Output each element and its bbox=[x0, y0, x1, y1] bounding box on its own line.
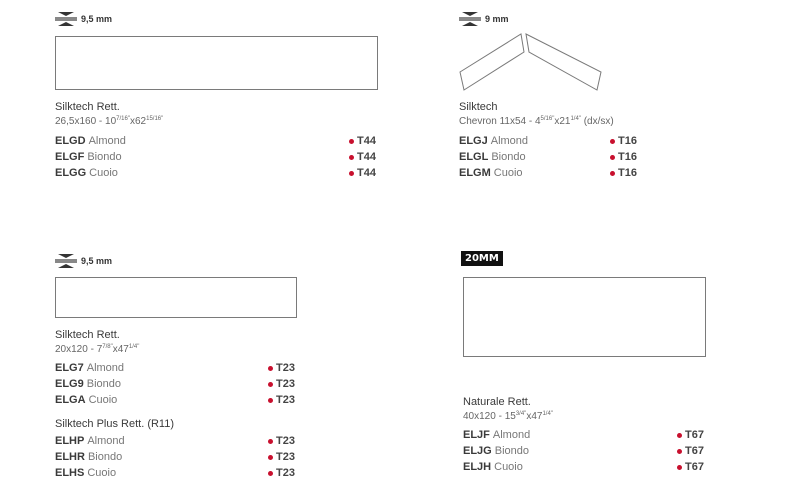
tile-rectangle bbox=[463, 277, 706, 357]
product-dimensions: $20x120 - 7^{7/8"}x47^{1/4"}$ bbox=[55, 344, 140, 355]
red-dot-icon bbox=[349, 155, 354, 160]
finish-code: T23 bbox=[268, 392, 295, 408]
red-dot-icon bbox=[268, 382, 273, 387]
thickness-indicator bbox=[55, 253, 112, 269]
red-dot-icon bbox=[677, 465, 682, 470]
tile-rectangle bbox=[55, 36, 378, 90]
product-title: Silktech Plus Rett. (R11) bbox=[55, 418, 175, 430]
list-item: ELGL Biondo bbox=[459, 151, 526, 163]
red-dot-icon bbox=[268, 471, 273, 476]
finish-code: T44 bbox=[349, 149, 376, 165]
product-dimensions: Chevron $11x54 - 4^{5/16"}x21^{1/4"}$ (dx/sx) bbox=[459, 116, 614, 127]
list-item: ELG9 Biondo bbox=[55, 378, 121, 390]
finish-code: T23 bbox=[268, 449, 295, 465]
red-dot-icon bbox=[268, 455, 273, 460]
red-dot-icon bbox=[677, 449, 682, 454]
product-title: Silktech Rett. bbox=[55, 101, 120, 113]
thickness-icon bbox=[55, 253, 77, 269]
red-dot-icon bbox=[677, 433, 682, 438]
red-dot-icon bbox=[268, 439, 273, 444]
list-item: ELGG Cuoio bbox=[55, 167, 118, 179]
finish-code: T67 bbox=[677, 427, 704, 443]
finish-code: T44 bbox=[349, 165, 376, 181]
list-item: ELGM Cuoio bbox=[459, 167, 523, 179]
red-dot-icon bbox=[268, 398, 273, 403]
list-item: ELGA Cuoio bbox=[55, 394, 118, 406]
red-dot-icon bbox=[268, 366, 273, 371]
thickness-icon bbox=[459, 11, 481, 27]
thickness-label: 9,5 mm bbox=[81, 14, 113, 24]
red-dot-icon bbox=[349, 171, 354, 176]
list-item: ELJH Cuoio bbox=[463, 461, 523, 473]
thickness-indicator bbox=[459, 11, 509, 27]
list-item: ELG7 Almond bbox=[55, 362, 125, 374]
list-item: ELGF Biondo bbox=[55, 151, 122, 163]
list-item: ELHP Almond bbox=[55, 435, 125, 447]
product-title: Silktech Rett. bbox=[55, 329, 120, 341]
list-item: ELJF Almond bbox=[463, 429, 531, 441]
list-item: ELGD Almond bbox=[55, 135, 126, 147]
finish-code: T23 bbox=[268, 360, 295, 376]
finish-code: T16 bbox=[610, 149, 637, 165]
list-item: ELHS Cuoio bbox=[55, 467, 117, 479]
red-dot-icon bbox=[610, 139, 615, 144]
finish-code: T44 bbox=[349, 133, 376, 149]
list-item: ELHR Biondo bbox=[55, 451, 123, 463]
thickness-badge: 20MM bbox=[461, 251, 503, 266]
list-item: ELJG Biondo bbox=[463, 445, 529, 457]
finish-code: T67 bbox=[677, 459, 704, 475]
thickness-label: 9 mm bbox=[485, 14, 509, 24]
chevron-tile-icon bbox=[456, 30, 606, 94]
red-dot-icon bbox=[610, 155, 615, 160]
thickness-indicator bbox=[55, 11, 112, 27]
finish-code: T16 bbox=[610, 133, 637, 149]
finish-code: T16 bbox=[610, 165, 637, 181]
finish-code: T23 bbox=[268, 433, 295, 449]
thickness-label: 9,5 mm bbox=[81, 256, 113, 266]
product-dimensions: $26,5x160 - 10^{7/16"}x62^{15/16"}$ bbox=[55, 116, 164, 127]
product-title: Naturale Rett. bbox=[463, 396, 531, 408]
tile-rectangle bbox=[55, 277, 297, 318]
product-title: Silktech bbox=[459, 101, 498, 113]
finish-code: T23 bbox=[268, 376, 295, 392]
finish-code: T23 bbox=[268, 465, 295, 481]
red-dot-icon bbox=[610, 171, 615, 176]
red-dot-icon bbox=[349, 139, 354, 144]
finish-code: T67 bbox=[677, 443, 704, 459]
thickness-icon bbox=[55, 11, 77, 27]
list-item: ELGJ Almond bbox=[459, 135, 529, 147]
product-dimensions: $40x120 - 15^{3/4"}x47^{1/4"}$ bbox=[463, 411, 553, 422]
